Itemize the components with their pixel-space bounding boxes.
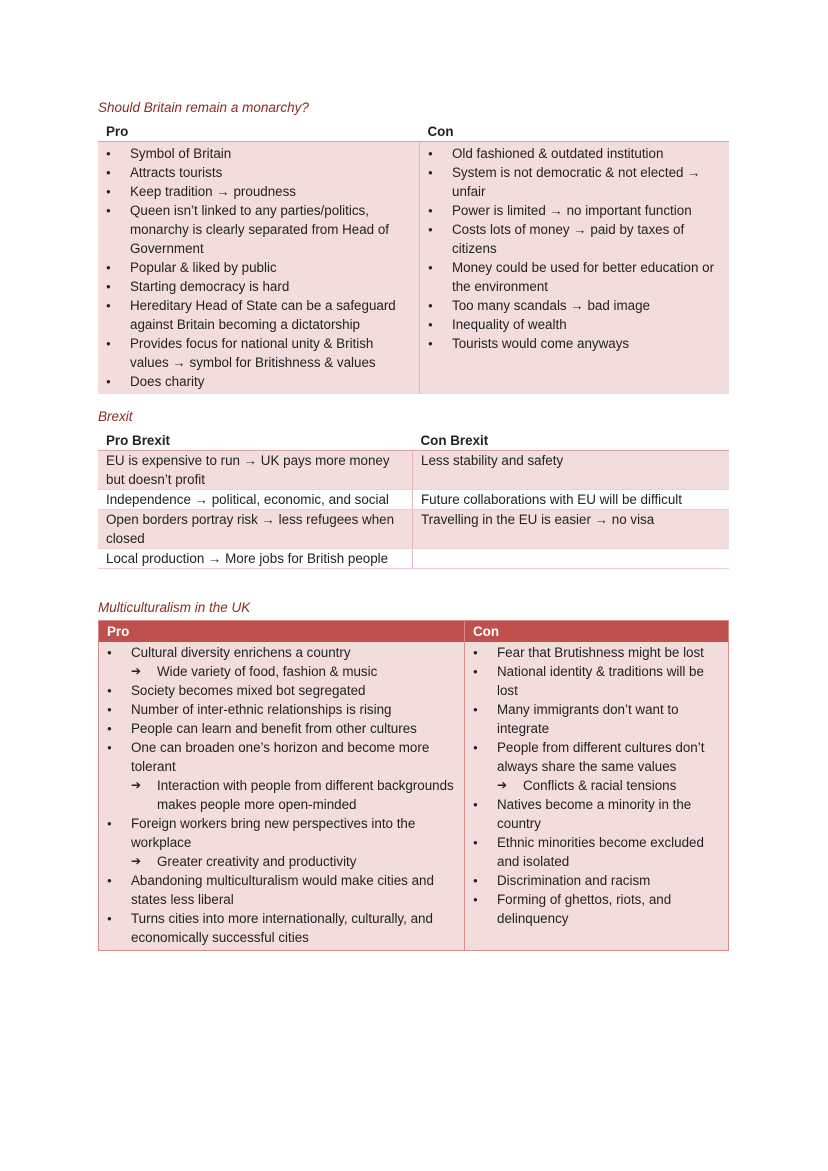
arrow-icon: ➔ <box>131 854 142 868</box>
table-row <box>98 451 729 490</box>
list-item: ● Money could be used for better education or the environment <box>428 258 723 296</box>
arrow-icon: ➔ <box>131 778 142 792</box>
brexit-con-cell: Future collaborations with EU will be difficult <box>413 490 730 510</box>
brexit-title: Brexit <box>98 409 133 424</box>
arrow-icon: ➔ <box>497 778 508 792</box>
sub-point: ➔ Interaction with people from different backgrounds makes people more open-minded <box>131 778 454 812</box>
brexit-con-cell: Less stability and safety <box>413 451 730 490</box>
list-item: ● Popular & liked by public <box>106 258 413 277</box>
brexit-pro-cell: Local production → More jobs for British people <box>98 549 413 569</box>
list-item: ● Does charity <box>106 372 413 391</box>
brexit-con-header: Con Brexit <box>413 430 730 451</box>
list-item: ● Discrimination and racism <box>473 871 722 890</box>
brexit-pro-cell: Independence → political, economic, and social <box>98 490 413 510</box>
list-item: ● Number of inter-ethnic relationships is rising <box>107 700 458 719</box>
multi-con-header: Con <box>465 621 729 643</box>
list-item: ● Forming of ghettos, riots, and delinquency <box>473 890 722 928</box>
table-row <box>98 510 729 549</box>
multi-table <box>98 620 729 951</box>
list-item: ● One can broaden one’s horizon and become more tolerant <box>107 738 458 776</box>
list-item: ● Keep tradition → proudness <box>106 182 413 201</box>
list-item: ● Inequality of wealth <box>428 315 723 334</box>
list-item: ● Foreign workers bring new perspectives into the workplace <box>107 814 458 852</box>
list-item: ● Queen isn’t linked to any parties/politics, monarchy is clearly separated from Head of Government <box>106 201 413 258</box>
list-item: ● Ethnic minorities become excluded and isolated <box>473 833 722 871</box>
monarchy-pro-cell <box>98 142 420 395</box>
monarchy-pro-header: Pro <box>98 121 420 142</box>
list-item: ● Starting democracy is hard <box>106 277 413 296</box>
table-row <box>98 549 729 569</box>
list-item: ● Natives become a minority in the country <box>473 795 722 833</box>
list-item: ● Society becomes mixed bot segregated <box>107 681 458 700</box>
arrow-icon: ➔ <box>131 664 142 678</box>
monarchy-title: Should Britain remain a monarchy? <box>98 100 309 115</box>
monarchy-con-header: Con <box>420 121 730 142</box>
monarchy-table <box>98 121 729 394</box>
brexit-con-cell <box>413 549 730 569</box>
sub-point: ➔ Wide variety of food, fashion & music <box>131 664 378 679</box>
multi-title: Multiculturalism in the UK <box>98 600 251 615</box>
list-item: ● Costs lots of money → paid by taxes of citizens <box>428 220 723 258</box>
sub-point: ➔ Conflicts & racial tensions <box>497 778 677 793</box>
list-item: ● Abandoning multiculturalism would make cities and states less liberal <box>107 871 458 909</box>
multi-pro-header: Pro <box>99 621 465 643</box>
list-item: ● Turns cities into more internationally, culturally, and economically successful cities <box>107 909 458 947</box>
list-item: ● Attracts tourists <box>106 163 413 182</box>
list-item: ● National identity & traditions will be lost <box>473 662 722 700</box>
list-item: ● Old fashioned & outdated institution <box>428 144 723 163</box>
brexit-pro-cell: EU is expensive to run → UK pays more money but doesn’t profit <box>98 451 413 490</box>
brexit-pro-cell: Open borders portray risk → less refugees when closed <box>98 510 413 549</box>
list-item: ● System is not democratic & not elected → unfair <box>428 163 723 201</box>
list-item: ● Provides focus for national unity & British values → symbol for Britishness & values <box>106 334 413 372</box>
list-item: ● Power is limited → no important function <box>428 201 723 220</box>
list-item: ● Many immigrants don’t want to integrate <box>473 700 722 738</box>
brexit-pro-header: Pro Brexit <box>98 430 413 451</box>
brexit-con-cell: Travelling in the EU is easier → no visa <box>413 510 730 549</box>
list-item: ● Tourists would come anyways <box>428 334 723 353</box>
list-item: ● Symbol of Britain <box>106 144 413 163</box>
multi-pro-cell <box>99 642 465 951</box>
list-item: ● Hereditary Head of State can be a safeguard against Britain becoming a dictatorship <box>106 296 413 334</box>
list-item: ● Fear that Brutishness might be lost <box>473 643 722 662</box>
list-item: ● People can learn and benefit from other cultures <box>107 719 458 738</box>
list-item: ● Too many scandals → bad image <box>428 296 723 315</box>
table-row <box>98 490 729 510</box>
list-item: ● Cultural diversity enrichens a country <box>107 643 458 662</box>
monarchy-con-cell <box>420 142 730 395</box>
sub-point: ➔ Greater creativity and productivity <box>131 854 357 869</box>
multi-con-cell <box>465 642 729 951</box>
list-item: ● People from different cultures don’t always share the same values <box>473 738 722 776</box>
brexit-table <box>98 430 729 569</box>
